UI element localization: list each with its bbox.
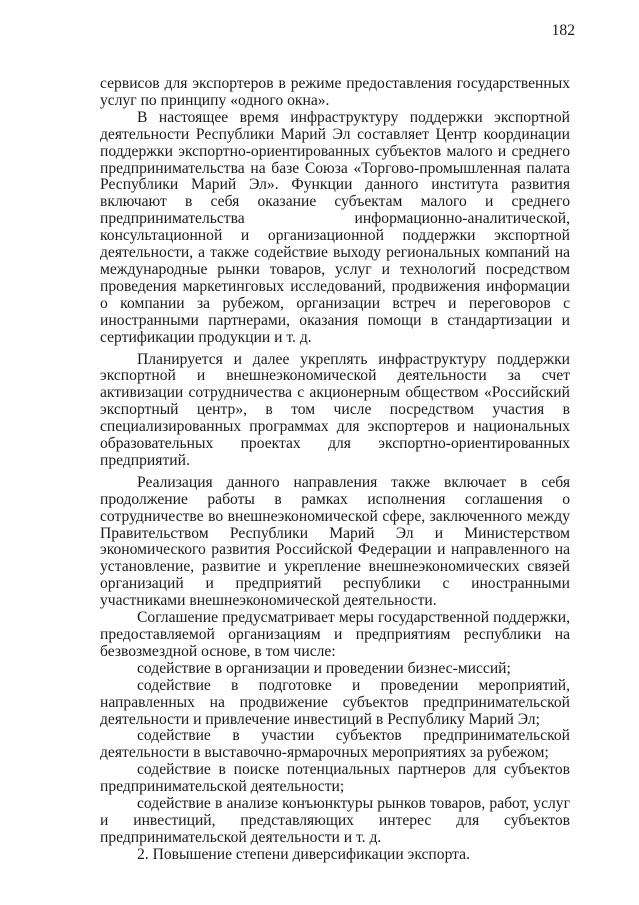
list-item: содействие в участии субъектов предпринимательской деятельности в выставочно-ярмарочных мероприятиях за рубежом;: [100, 727, 570, 762]
paragraph: Соглашение предусматривает меры государственной поддержки, предоставляемой организациям и предприятиям республики на безвозмездной основе, в том числе:: [100, 609, 570, 660]
list-item: содействие в анализе конъюнктуры рынков товаров, работ, услуг и инвестиций, представляющих интерес для субъектов предпринимательской деятельности и т. д.: [100, 795, 570, 846]
paragraph: В настоящее время инфраструктуру поддержки экспортной деятельности Республики Марий Эл составляет Центр координации поддержки экспортно-ориентированных субъектов малого и среднего предпринимательства на базе Союза «Торгово-промышленная палата Республики Марий Эл». Функции данного института развития включают в себя оказание субъектам малого и среднего предпринимательства информационно-аналитической, консультационной и организационной поддержки экспортной деятельности, а также содействие выходу региональных компаний на международные рынки товаров, услуг и технологий посредством проведения маркетинговых исследований, продвижения информации о компании за рубежом, организации встреч и переговоров с иностранными партнерами, оказания помощи в стандартизации и сертификации продукции и т. д.: [100, 108, 570, 346]
list-item: содействие в подготовке и проведении мероприятий, направленных на продвижение субъектов предпринимательской деятельности и привлечение инвестиций в Республику Марий Эл;: [100, 676, 570, 728]
paragraph: Планируется и далее укреплять инфраструктуру поддержки экспортной и внешнеэкономической деятельности за счет активизации сотрудничества с акционерным обществом «Российский экспортный центр», в том числе посредством участия в специализированных программах для экспортеров и национальных образовательных проектах для экспортно-ориентированных предприятий.: [100, 350, 570, 469]
section-heading: 2. Повышение степени диверсификации экспорта.: [137, 845, 470, 863]
list-item: содействие в организации и проведении бизнес-миссий;: [137, 659, 511, 677]
list-item: содействие в поиске потенциальных партнеров для субъектов предпринимательской деятельности;: [100, 761, 570, 796]
page-number: 182: [551, 22, 575, 39]
paragraph: Реализация данного направления также включает в себя продолжение работы в рамках исполнения соглашения о сотрудничестве во внешнеэкономической сфере, заключенного между Правительством Республики Марий Эл и Министерством экономического развития Российской Федерации и направленного на установление, развитие и укрепление внешнеэкономических связей организаций и предприятий республики с иностранными участниками внешнеэкономической деятельности.: [100, 473, 570, 610]
body-text: [100, 76, 570, 864]
paragraph: сервисов для экспортеров в режиме предоставления государственных услуг по принципу «одного окна».: [100, 75, 570, 109]
